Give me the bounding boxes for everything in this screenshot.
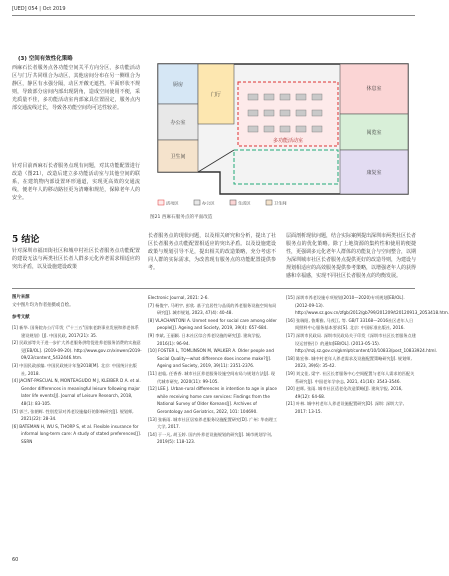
floor-plan-svg <box>150 54 416 210</box>
notes-rule <box>12 288 415 289</box>
reference-item: Electronic Journal, 2021: 2-6. <box>148 295 209 300</box>
reference-item: [13] 张新雨. 城市社区居家养老服务设施配置研究[D]. 广州: 华南理工大学, 2017. <box>148 416 278 430</box>
label-rest: 休息室 <box>366 86 382 92</box>
body-paragraph-2: 针对目前西麻石长者服务点现有问题，对其功能配置进行改造（图21），改造后建立多功能活动室与其他空间的联系，在建筑物内部设置环形通道，实现更高效的交通流线，便老年人的移动路径更为清晰和规范，保障老年人的安全。 <box>12 163 140 201</box>
reference-item: [6] BATEMAN H, WU S, THORP S, et al. Flexible insurance for informal long-term care: A study of stated preferences[J]. SSRN <box>12 423 142 444</box>
reference-item: [16] 张瑞阳, 鲁斯雅, 马茂江, 等. GB/T 33168—2016社区老年人日间照料中心服务基本要求[S]. 北京: 中国标准出版社, 2016. <box>286 317 414 331</box>
label-multipurpose: 多功能活动室 <box>272 138 304 144</box>
label-rehab: 康复室 <box>366 170 382 176</box>
label-office: 办公室 <box>170 120 186 126</box>
running-header: [UED] 054 | Oct 2019 <box>12 6 66 12</box>
reference-item: [3] 中国民政部编. 中国民政统计年鉴2018[M]. 北京: 中国统计出版社, 2018. <box>12 362 137 376</box>
notes-title: 图片来源 <box>12 295 30 300</box>
reference-item: [18] 陈宏伟. 城中村老年人养老需求及设施配置策略研究[J]. 规划师, 2023, 39(6): 35-42. <box>286 355 412 369</box>
reference-item: [11] 赵临, 任香香. 城市社区养老服务设施空间布局与规划方法[J]. 现代城市研究, 2020(11): 99-105. <box>148 370 276 384</box>
notes-line: 文中图片均为作者拍摄或自绘。 <box>12 303 74 308</box>
legend-item: 卫生间 <box>274 200 287 206</box>
reference-item: [4] JACINT-PASCUAL N, MONTEAGUDO M J, KLEIBER D A. et al. Gender differences in meaningful leisure following major later life events[J]. Journal of Leisure Research, 2018, 48(1): 83-105. <box>12 378 141 406</box>
reference-item: [5] 郭兰, 张朝辉. 性别差异对养老设施偏好的影响研究[J]. 规划师, 2021(22): 28-34. <box>12 408 134 422</box>
floor-plan-figure <box>150 54 416 210</box>
legend-item: 活动区 <box>166 200 179 206</box>
references-title: 参考文献 <box>12 315 30 320</box>
legend-item: 生活区 <box>238 200 251 206</box>
subsection-heading: (3) 空间有效性化策略 <box>18 56 73 62</box>
label-hall: 门厅 <box>210 92 222 98</box>
reference-item: [7] 杨俊宇, 马明宇, 彭欣. 基于宜居性与品质的养老服务设施空间布局研究[J]. 城市规划, 2023, 47(4): 40-48. <box>148 302 277 316</box>
header-rule <box>12 15 415 16</box>
legend-item: 办公区 <box>202 200 215 206</box>
conclusion-paragraph: 针对深圳市福田街社区和城中村社区长者服务点功能配置的建设无法与两类社区长者人群多元化养老需求相适应的突出矛盾，以及设施建设政策 <box>12 248 140 270</box>
reference-item: [9] 李斌, 王丽颖. 日本社区综合养老设施的研究[J]. 建筑学报, 2016(1): 96-94. <box>148 332 262 346</box>
reference-item: [2] 民政部等关于进一步扩大养老服务供给促进养老服务消费的实施意见[EB/OL]. (2019-09-20). http://www.gov.cn/xinwen/2019-09/23/content_5432446.htm. <box>12 340 142 361</box>
label-toilet: 卫生间 <box>170 154 186 160</box>
references-col-3 <box>286 294 449 550</box>
reference-item: [12] LEE J. Urban-rural differences in intention to age in place while receiving home care services: Findings from the National Survey of Older Koreans[J]. Archives of Gerontology and Geriatrics, 2022, 101: 104690. <box>148 386 277 414</box>
label-reading: 阅览室 <box>366 130 382 136</box>
reference-item: [10] FOSTER L, TOMLINSON M, WALKER A. Older people and Social Quality—what difference does income make?[J]. Ageing and Society, 2019, 39(11): 2351-2376. <box>148 348 274 369</box>
reference-item: [21] 叶林. 城中村老年人养老设施配置研究[D]. 深圳: 深圳大学, 2017: 13-15. <box>286 401 404 414</box>
reference-item: [19] 刘文佳, 梁宇. 社区长者服务中心空间配置与老年人需求的匹配关系研究[J]. 中国老年学杂志, 2021, 41(16): 3543-3546. <box>286 370 415 384</box>
page-number: 60 <box>12 557 19 563</box>
section-heading: 5 结论 <box>12 235 40 245</box>
references-col-2 <box>148 294 278 550</box>
reference-item: [17] 深圳市民政局. 深圳市民政局关于印发《深圳市社区长者服务点建设运营指引》的通知[EB/OL]. (2013-05-15). http://mzj.sz.gov.cn/gkmlpt/content/10/10833/post_10833924.html. <box>286 332 437 354</box>
reference-item: [20] 赵晖, 张雨. 城市社区适老化改造策略[J]. 建筑学报, 2016, 49(12): 64-68. <box>286 386 403 399</box>
reference-item: [8] VLACHANTONI A. Unmet need for social care among older people[J]. Ageing and Society, 2019, 39(4): 657-684. <box>148 317 277 331</box>
reference-item: [14] 于一凡, 胡玉婷. 国内外养老设施规划的研究[J]. 城市规划学刊, 2019(5): 118-123. <box>148 431 273 445</box>
reference-item: [1] 新华. 国务院办公厅印发《"十三五"国家老龄事业发展和养老体系建设规划》[J]. 中国民政, 2017(21): 35. <box>12 325 139 338</box>
reference-item: [15] 深圳市养老设施专项规划(2010—2020)专项规划[EB/OL]. (2012-09-13). http://www.sz.gov.cn/zfgb/2012/gb799/201209/t20120913_2053418.htm. <box>286 295 449 316</box>
label-kitchen: 厨房 <box>172 82 184 88</box>
right-paragraph: 层面剖析现状问题，结合实际案例提出深圳市两类社区长者服务点的优化策略。除了上地资源的集约性和使用的便捷性，更强调多元化老年人群体的功能复合与空间整合，以期为深圳城市社区长者服务点提供更好的改造导则，为建设与规划相适应的高效服务提供参考策略，以增强老年人的获得感和幸福感，实现不同社区长者服务点的均衡发展。 <box>286 233 417 279</box>
middle-paragraph: 长者服务点的现状问题，以及相关研究和分析，提出了社区长者服务点功能配置相适应的突出矛盾。以及设施建设政策与规划引导不足，提出相关的改造策略，充分考虑不同人群的实际需求，为改善现有服务点的功能配置提供参考。 <box>148 233 276 271</box>
references-col-1 <box>12 324 142 550</box>
body-paragraph-1: 西麻石长者服务点各功能空间关平方向分区，多功能活动区与门厅共同组合为动区，其他房间分布在另一侧组合为静区，静区有水强分隔，动区开敞无遮挡。平面形状不规则，导致部分房间内部出现阴角，造成空间使用不便，采光质量不佳，多功能活动室内部家具位置固定，服务点内部交通流线过长，导致各功能空间均可达性较差。 <box>12 65 140 111</box>
figure-caption: 图21 西麻石服务点的平面改造 <box>150 215 213 220</box>
